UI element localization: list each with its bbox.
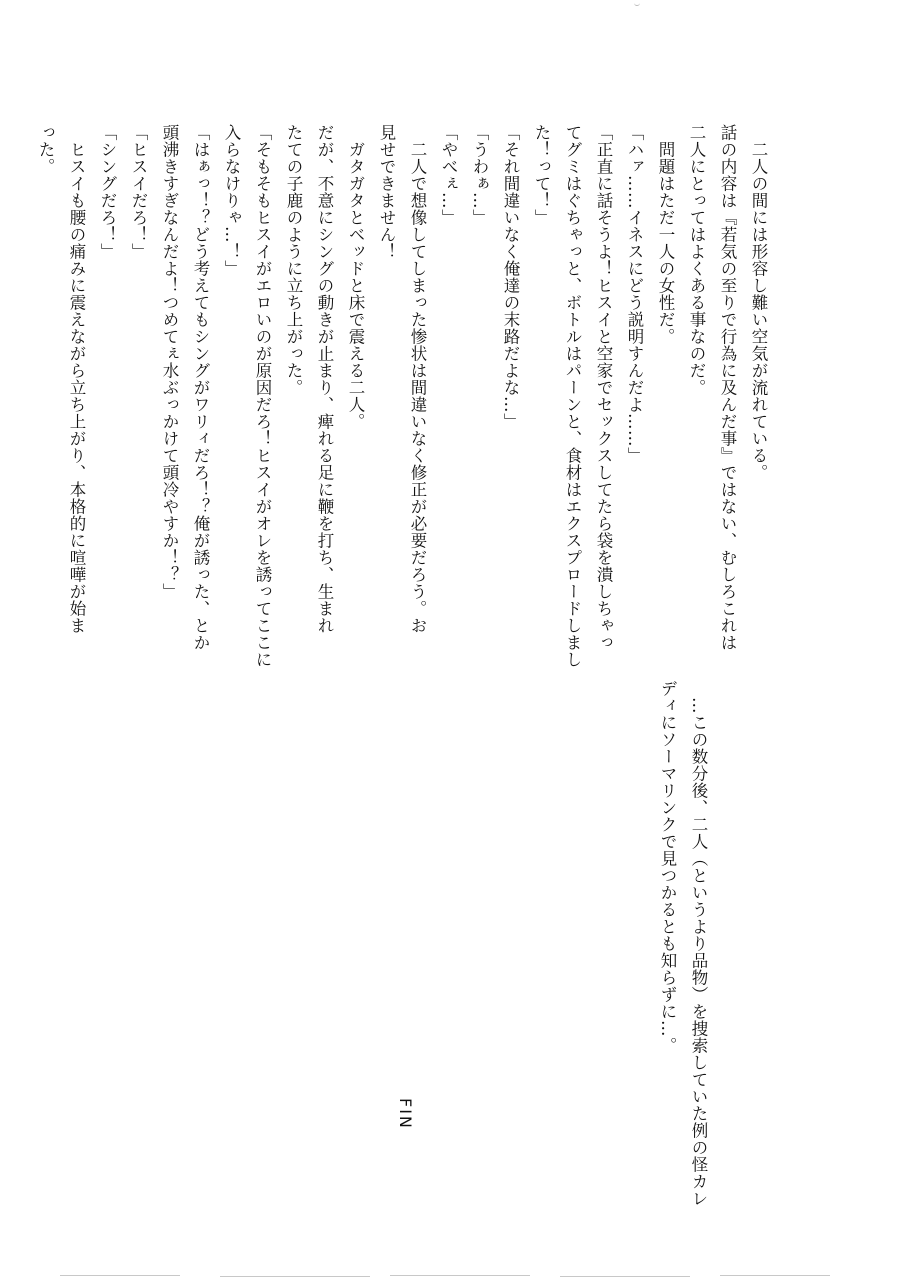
story-line: てグミはぐちゃっと、ボトルはパーンと、食材はエクスプロードしまし — [563, 124, 582, 668]
story-line: 頭沸きすぎなんだよ！つめてぇ水ぶっかけて頭冷やすか！？」 — [160, 124, 179, 600]
story-line: たての子鹿のように立ち上がった。 — [284, 124, 303, 396]
story-line: 「うわぁ…」 — [470, 124, 489, 226]
story-line: 話の内容は『若気の至りで行為に及んだ事』ではない、むしろこれは — [718, 124, 737, 651]
scan-artifact-strip — [0, 1263, 900, 1281]
story-line: 「やべぇ…」 — [439, 124, 458, 226]
scan-artifact-line — [60, 1275, 180, 1276]
scan-artifact-line — [220, 1276, 370, 1277]
story-line: 二人の間には形容し難い空気が流れている。 — [749, 140, 768, 481]
story-line: ガタガタとベッドと床で震える二人。 — [346, 140, 365, 430]
story-line: 「ハァ……イネスにどう説明すんだよ……」 — [625, 124, 644, 464]
story-line: 「それ間違いなく俺達の末路だよな…」 — [501, 124, 520, 430]
story-line: 「そもそもヒスイがエロいのが原因だろ！ヒスイがオレを誘ってここに — [253, 124, 272, 668]
story-line: った。 — [36, 124, 55, 175]
story-line: 二人で想像してしまった惨状は間違いなく修正が必要だろう。お — [408, 140, 427, 634]
fin-marker: FIN — [396, 1098, 415, 1130]
story-line: 見せできません！ — [377, 124, 396, 260]
story-line: 「正直に話そうよ！ヒスイと空家でセックスしてたら袋を潰しちゃっ — [594, 124, 613, 651]
scan-artifact-line — [390, 1275, 530, 1276]
scan-artifact-line — [720, 1275, 830, 1276]
epilogue-text — [652, 680, 714, 1207]
epilogue-line: ディにソーマリンクで見つかるとも知らずに…。 — [658, 680, 677, 1054]
story-line: 問題はただ一人の女性だ。 — [656, 140, 675, 345]
story-line: 入らなけりゃ…！」 — [222, 124, 241, 277]
story-line: 「はぁっ！？どう考えてもシングがワリィだろ！？俺が誘った、とか — [191, 124, 210, 651]
main-story-text — [30, 124, 774, 668]
story-line: 二人にとってはよくある事なのだ。 — [687, 124, 706, 396]
story-line: ヒスイも腰の痛みに震えながら立ち上がり、本格的に喧嘩が始ま — [67, 140, 86, 634]
story-line: 「ヒスイだろ！」 — [129, 124, 148, 260]
scan-artifact-mark — [634, 2, 640, 6]
story-line: 「シングだろ！」 — [98, 124, 117, 260]
story-line: だが、不意にシングの動きが止まり、痺れる足に鞭を打ち、生まれ — [315, 124, 334, 634]
epilogue-line: …この数分後、二人（というより品物）を捜索していた例の怪カレ — [689, 696, 708, 1207]
story-line: た！って！」 — [532, 124, 551, 226]
scan-artifact-line — [560, 1276, 690, 1277]
